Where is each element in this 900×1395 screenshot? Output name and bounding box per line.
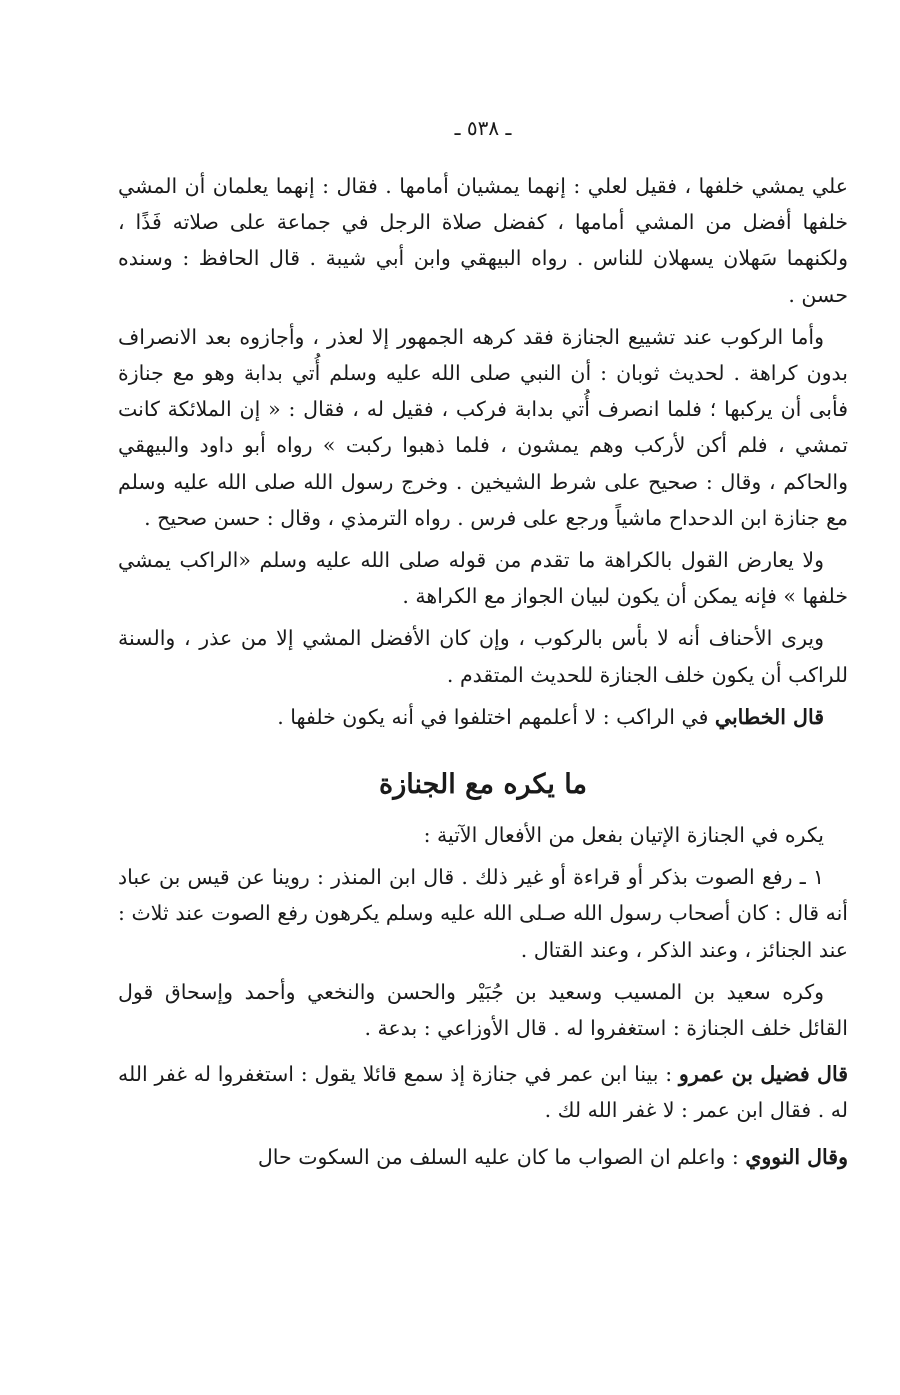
paragraph-no-contradiction: ولا يعارض القول بالكراهة ما تقدم من قوله صلى الله عليه وسلم «الراكب يمشي خلفها » فإنه يمكن أن يكون لبيان الجواز مع الكراهة . — [118, 548, 848, 609]
speaker-name: وقال النووي — [745, 1144, 848, 1169]
paragraph-text: : واعلم ان الصواب ما كان عليه السلف من السكوت حال — [257, 1144, 746, 1169]
paragraph-scholars-dislike: وكره سعيد بن المسيب وسعيد بن جُبَيْر والحسن والنخعي وأحمد وإسحاق قول القائل خلف الجنازة : استغفروا له . قال الأوزاعي : بدعة . — [118, 979, 848, 1041]
paragraph-intro: يكره في الجنازة الإتيان بفعل من الأفعال الآتية : — [423, 823, 824, 848]
page-number: ـ ٥٣٨ ـ — [454, 116, 512, 140]
book-page — [118, 110, 848, 1175]
speaker-name: قال الخطابي — [714, 704, 824, 729]
paragraph-text: : بينا ابن عمر في جنازة إذ سمع قائلا يقول : استغفروا له غفر الله له . فقال ابن عمر : لا غفر الله لك . — [118, 1062, 848, 1123]
paragraph-walking-behind: علي يمشي خلفها ، فقيل لعلي : إنهما يمشيان أمامها . فقال : إنهما يعلمان أن المشي خلفها أفضل من المشي أمامها ، كفضل صلاة الرجل في جماعة على صلاته فَذًا ، ولكنهما سَهلان يسهلان للناس . رواه البيهقي وابن أبي شيبة . قال الحافظ : وسنده حسن . — [118, 174, 848, 307]
list-item-raising-voice: ١ ـ رفع الصوت بذكر أو قراءة أو غير ذلك . قال ابن المنذر : روينا عن قيس بن عباد أنه قال : كان أصحاب رسول الله صـلى الله عليه وسلم يكرهون رفع الصوت عند ثلاث : عند الجنائز ، وعند الذكر ، وعند القتال . — [118, 865, 848, 962]
paragraph-riding-funeral: وأما الركوب عند تشييع الجنازة فقد كرهه الجمهور إلا لعذر ، وأجازوه بعد الانصراف بدون كراهة . لحديث ثوبان : أن النبي صلى الله عليه وسلم أُتي بدابة وهو مع جنازة فأبى أن يركبها ؛ فلما انصرف أُتي بدابة فركب ، فقيل له ، فقال : « إن الملائكة كانت تمشي ، فلم أكن لأركب وهم يمشون ، فلما ذهبوا ركبت » رواه أبو داود والبيهقي والحاكم ، وقال : صحيح على شرط الشيخين . وخرج رسول الله صلى الله عليه وسلم مع جنازة ابن الدحداح ماشياً ورجع على فرس . رواه الترمذي ، وقال : حسن صحيح . — [118, 324, 848, 530]
paragraph-text: في الراكب : لا أعلمهم اختلفوا في أنه يكون خلفها . — [277, 704, 715, 729]
section-heading: ما يكره مع الجنازة — [379, 769, 587, 801]
paragraph-khattabi — [118, 699, 848, 735]
speaker-name: قال فضيل بن عمرو — [678, 1062, 848, 1087]
paragraph-fudayl — [118, 1056, 848, 1128]
paragraph-nawawi — [118, 1139, 848, 1175]
paragraph-hanafi-view: ويرى الأحناف أنه لا بأس بالركوب ، وإن كان الأفضل المشي إلا من عذر ، والسنة للراكب أن يكون خلف الجنازة للحديث المتقدم . — [118, 626, 848, 687]
